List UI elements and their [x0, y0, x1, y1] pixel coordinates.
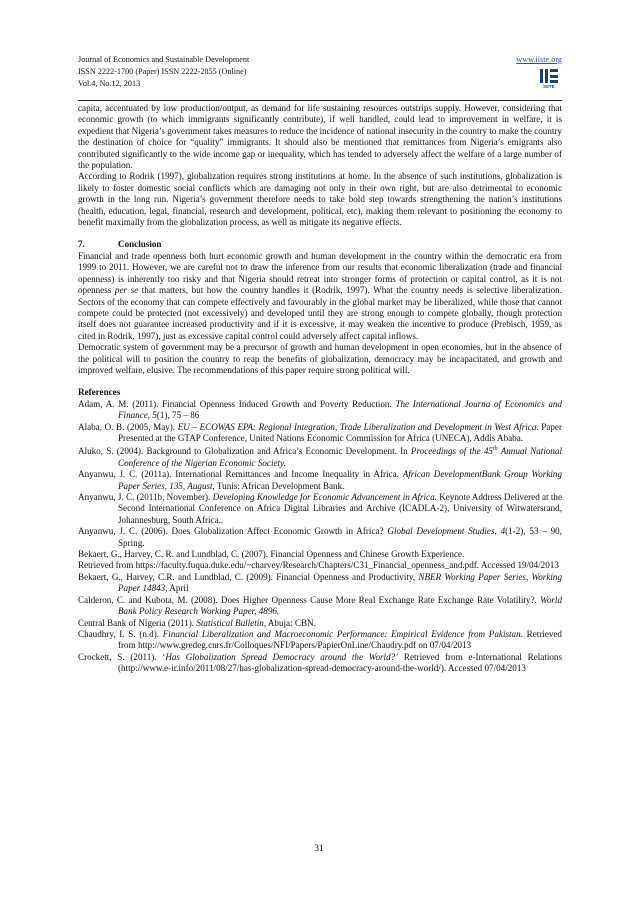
reference-item: Bekaert, G., Harvey, C. R. and Lundblad, C. (2007). Financial Openness and Chinese Growth Experience.: [78, 549, 465, 560]
reference-item: Aluko, S. (2004). Background to Globalization and Africa’s Economic Development. In Proceedings of the 45th Annual National Conference of the Nigerian Economic Society.: [78, 446, 563, 468]
paragraph: Democratic system of government may be a precursor of growth and human development in open economies, but in the absence of the political will to position the country to reap the benefits of globalization, democracy may be incapacitated, and growth and improved welfare, elusive. The recommendations of this paper require strong political will.: [78, 342, 562, 375]
page-header: [78, 54, 562, 90]
reference-item: Crockett, S. (2011). ‘Has Globalization Spread Democracy around the World?’ Retrieved from e-International Relations (http://www.e-ir.info/2011/08/27/has-globalization-spread-democracy-around-the-world/). Accessed 07/04/2013: [78, 651, 563, 674]
references-heading: References: [78, 387, 121, 398]
page-number: 31: [314, 844, 324, 854]
paragraph: capita, accentuated by low production/output, as demand for life sustaining resources outstrips supply. However, considering that economic growth (to which immigrants significantly contribute), if well handled, could lead to improvement in welfare, it is expedient that Nigeria’s government takes measures to reduce the incidence of national insecurity in the country to make the country the destination of choice for “quality” immigrants. It should also be mentioned that remittances from Nigeria’s emigrants also contributed significantly to the wide income gap or inequality, which has tended to adversely affect the welfare of a large number of the population.: [78, 103, 562, 171]
reference-item: Retrieved from https://faculty.fuqua.duke.edu/~charvey/Research/Chapters/C31_Financial_openness_and.pdf. Accessed 19/04/2013: [78, 560, 559, 571]
reference-item: Bekaert, G., Harvey, C.R. and Lundblad, C. (2009). Financial Openness and Productivity, NBER Working Paper Series, Working Paper 14843, April: [78, 571, 562, 594]
reference-item: Alaba, O. B. (2005, May). EU – ECOWAS EPA: Regional Integration, Trade Liberalization and Development in West Africa. Paper Presented at the GTAP Conference, United Nations Economic Commission for Africa (UNECA), Addis Ababa.: [78, 421, 562, 443]
page-body: [78, 103, 562, 675]
paragraph: According to Rodrik (1997), globalization requires strong institutions at home. In the absence of such institutions, globalization is likely to foster domestic social conflicts which are damaging not only in their own right, but are also detrimental to economic growth in the long run. Nigeria’s government therefore needs to take bold step towards strengthening the nation’s institutions (health, education, legal, financial, research and development, political, etc), making them relevant to positioning the economy to benefit maximally from the globalization process, as well as mitigate its negative effects.: [78, 171, 562, 228]
reference-item: Anyanwu, J. C. (2011a). International Remittances and Income Inequality in Africa. African DevelopmentBank Group Working Paper Series, 135, August, Tunis: African Development Bank.: [78, 469, 562, 491]
section-number: 7.: [78, 239, 85, 250]
reference-item: Adam, A. M. (2011). Financial Openness Induced Growth and Poverty Reduction. The International Journa of Economics and Finance, 5(1), 75 – 86: [78, 398, 562, 421]
journal-name: Journal of Economics and Sustainable Development: [78, 55, 250, 64]
journal-url-link[interactable]: www.iiste.org: [516, 55, 562, 64]
paragraph: Financial and trade openness both hurt economic growth and human development in the country within the democratic era from 1999 to 2011. However, we are careful not to draw the inference from our results that economic liberalization (trade and financial openness) is inherently too risky and that Nigeria should retreat into stronger forms of protection or capital control, as it is not openness per se that matters, but how the country handles it (Rodrik, 1997). What the country needs is selective liberalization. Sectors of the economy that can compete effectively and favourably in the global market may be liberalized, while those that cannot compete could be protected (not excessively) and developed until they are strong enough to compete globally, though protection itself does not guarantee increased productivity and if it is excessive, it may weaken the incentive to produce (Prebisch, 1959, as cited in Rodrik, 1997), just as excessive capital control could adversely affect capital inflows.: [78, 250, 562, 341]
reference-item: Chaudhry, I. S. (n.d). Financial Liberalization and Macroeconomic Performance: Empirical Evidence from Pakistan. Retrieved from http://www.gredeg.cnrs.fr/Colloques/NFI/Papers/PapierOnLine/Chaudry.pdf on 07/04/2013: [78, 628, 562, 651]
journal-volume: Vol.4, No.12, 2013: [78, 79, 141, 88]
logo-text: IISTE: [543, 84, 555, 89]
section-heading: [78, 239, 562, 250]
iiste-logo: [538, 67, 560, 89]
reference-item: Anyanwu, J. C. (2006). Does Globalization Affect Economic Growth in Africa? Global Development Studies, 4(1-2), 53 – 90, Spring.: [78, 526, 562, 548]
reference-item: Central Bank of Nigeria (2011). Statistical Bulletin, Abuja: CBN.: [78, 617, 316, 628]
section-title: Conclusion: [118, 239, 162, 250]
header-divider: [78, 100, 562, 101]
reference-item: Calderon, C. and Kubota, M. (2008). Does Higher Openness Cause More Real Exchange Rate Exchange Rate Volatility?. World Bank Policy Research Working Paper, 4896.: [78, 594, 562, 617]
reference-item: Anyanwu, J. C. (2011b, November). Developing Knowledge for Economic Advancement in Africa. Keynote Address Delivered at the Second International Conference on Africa Digital Libraries and Archive (ICADLA-2), University of Witwatersrand, Johannesburg, South Africa..: [78, 492, 562, 525]
journal-issn: ISSN 2222-1700 (Paper) ISSN 2222-2855 (Online): [78, 67, 247, 76]
